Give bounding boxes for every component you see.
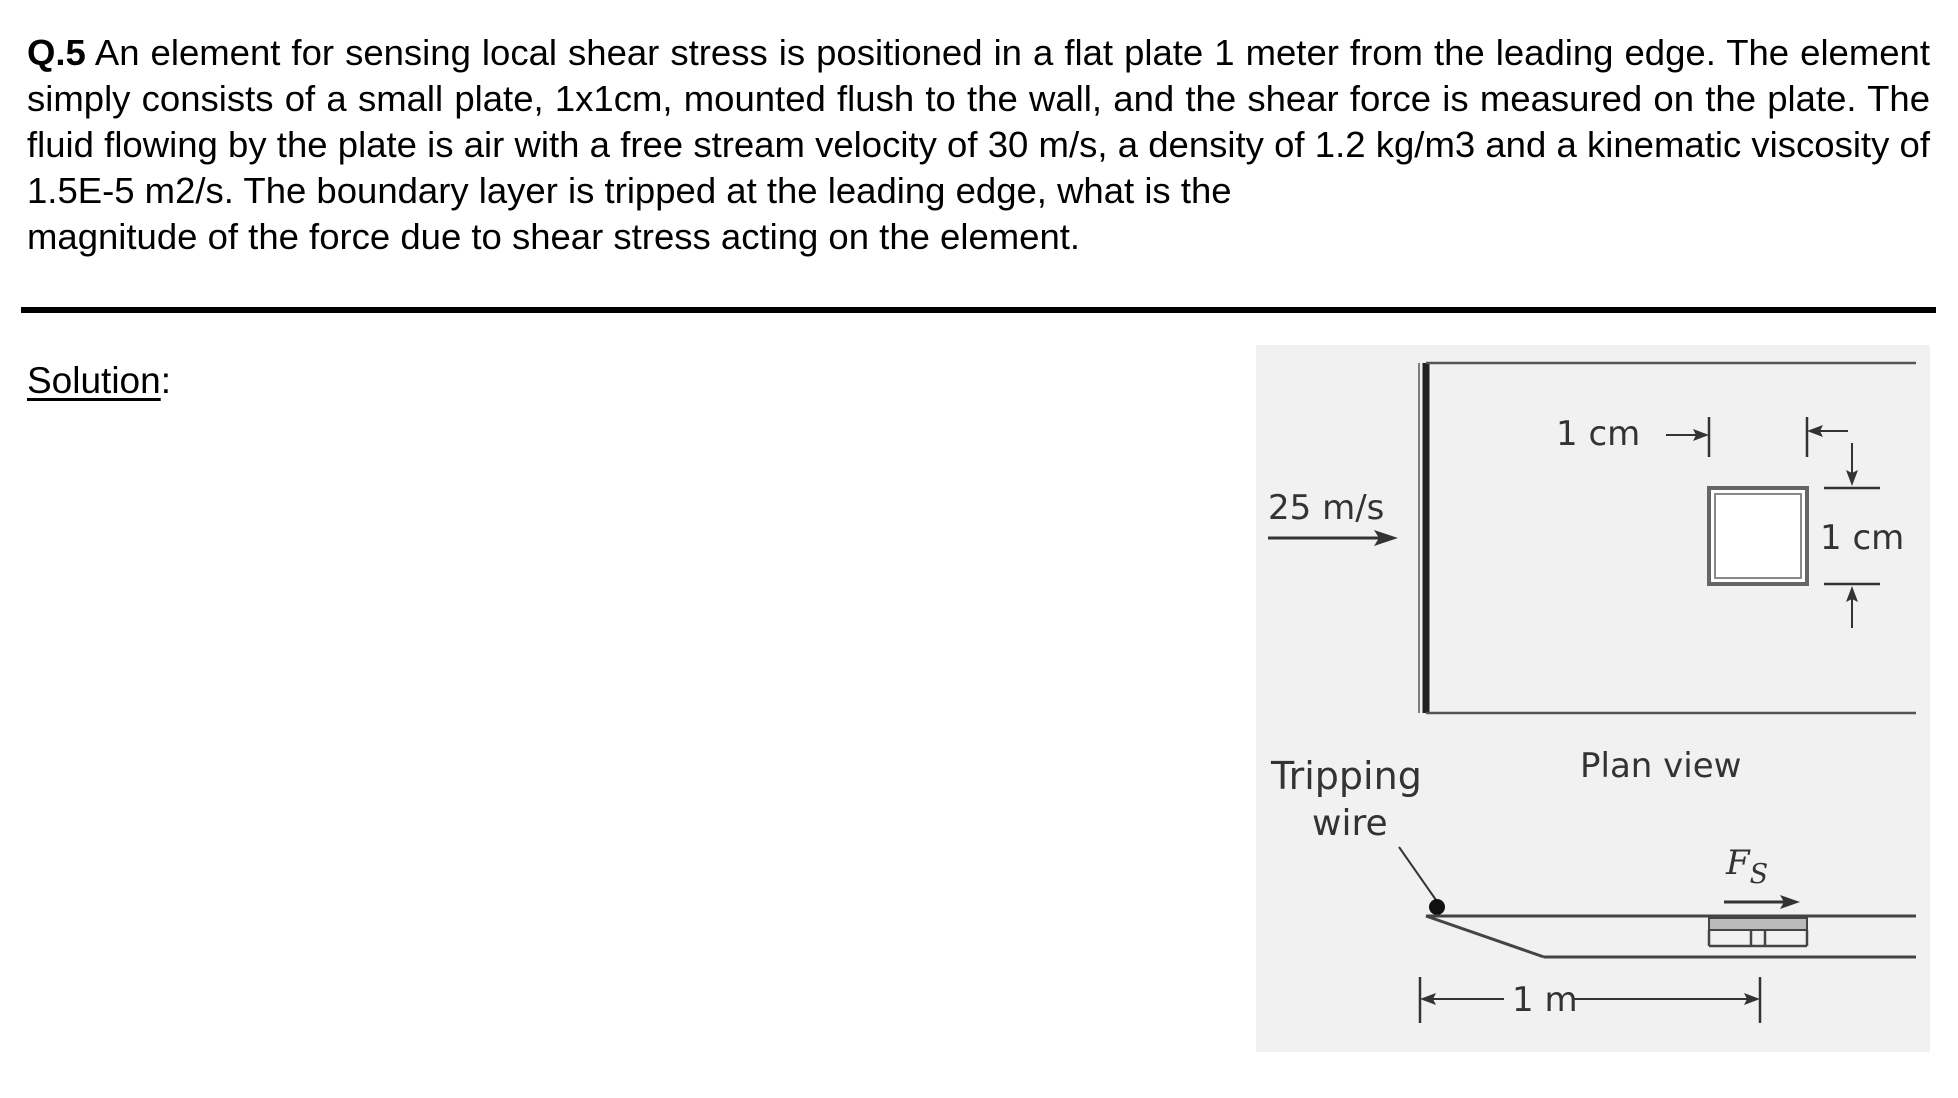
question-text [27,30,1930,260]
solution-label: Solution [27,360,161,401]
solution-colon: : [160,360,171,401]
solution-heading [27,358,171,404]
force-symbol: F [1726,843,1750,883]
tripping-label-line2: wire [1312,803,1388,844]
section-divider [21,307,1936,313]
sensor-element [1709,488,1807,584]
question-body: An element for sensing local shear stress is positioned in a flat plate 1 meter from the leading edge. The element simply consists of a small plate, 1x1cm, mounted flush to the wall, and the shear force is measured on the plate. The fluid flowing by the plate is air with a free stream velocity of 30 m/s, a density of 1.2 kg/m3 and a kinematic viscosity of 1.5E-5 m2/s. The boundary layer is tripped at the leading edge, what is the [27,32,1930,211]
tripping-wire [1429,899,1445,915]
shear-sensor-figure [1256,345,1930,1052]
tripping-label-line1: Tripping [1271,754,1422,798]
question-last-line: magnitude of the force due to shear stress acting on the element. [27,216,1081,257]
force-subscript: S [1749,859,1769,890]
dim-top-label: 1 cm [1556,414,1641,454]
sensor-element-side [1709,918,1807,930]
dim-side-label: 1 cm [1820,518,1905,558]
distance-label: 1 m [1512,980,1578,1020]
figure-drawing [1256,345,1930,1052]
plan-view-label: Plan view [1580,746,1742,786]
question-number: Q.5 [27,32,86,73]
velocity-label: 25 m/s [1268,488,1385,528]
